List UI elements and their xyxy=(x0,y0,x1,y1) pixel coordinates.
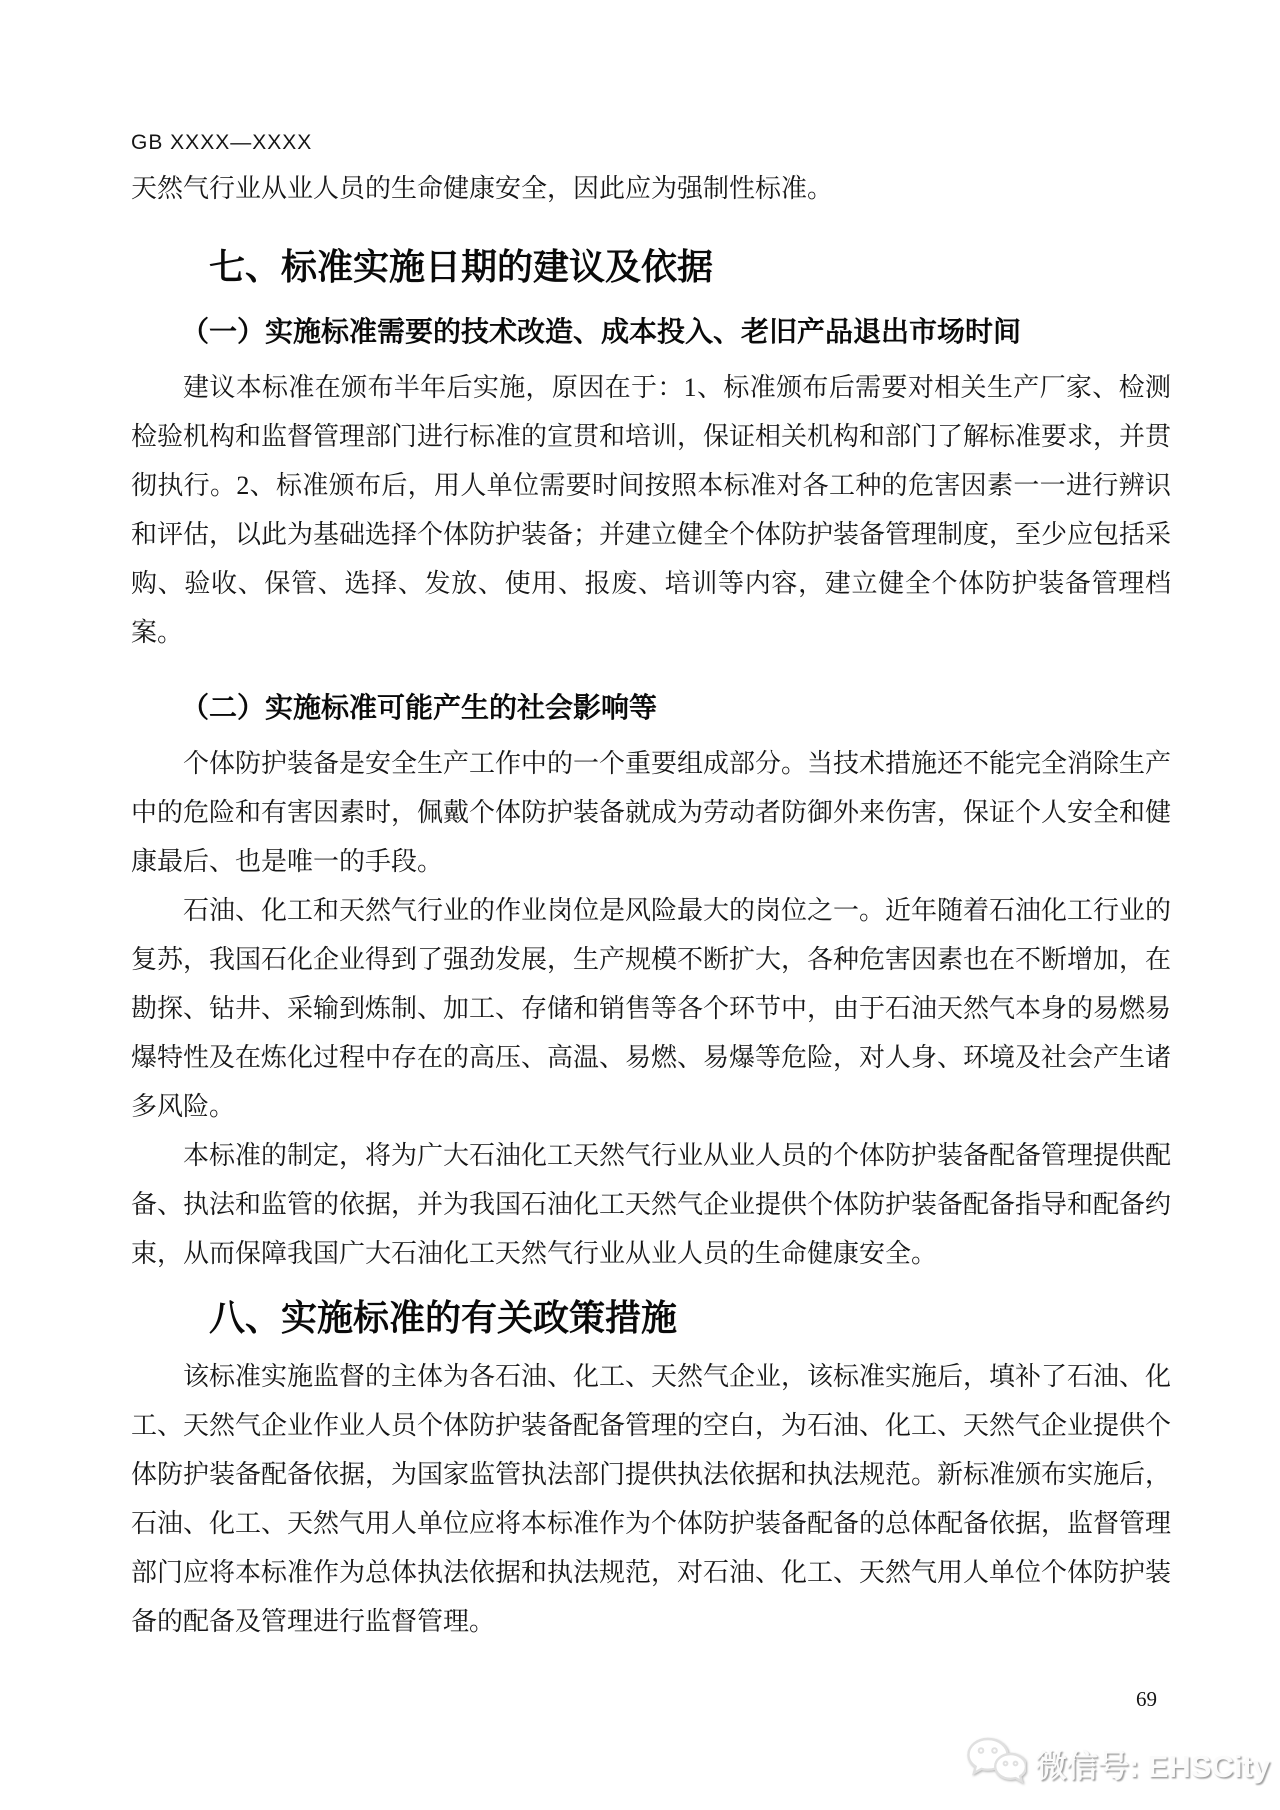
watermark-label: 微信号: EHSCity xyxy=(1035,1748,1270,1784)
paragraph-social-impact-3: 本标准的制定，将为广大石油化工天然气行业从业人员的个体防护装备配备管理提供配备、执法和监管的依据，并为我国石油化工天然气企业提供个体防护装备配备指导和配备约束，从而保障我国广大石油化工天然气行业从业人员的生命健康安全。 xyxy=(131,1141,1172,1268)
standard-code-header: GB XXXX—XXXX xyxy=(131,131,313,154)
subsection-two-title: （二）实施标准可能产生的社会影响等 xyxy=(181,692,658,723)
wechat-icon xyxy=(966,1736,1026,1790)
paragraph-implementation-date: 建议本标准在颁布半年后实施，原因在于：1、标准颁布后需要对相关生产厂家、检测检验机构和监督管理部门进行标准的宣贯和培训，保证相关机构和部门了解标准要求，并贯彻执行。2、标准颁布后，用人单位需要时间按照本标准对各工种的危害因素一一进行辨识和评估，以此为基础选择个体防护装备；并建立健全个体防护装备管理制度，至少应包括采购、验收、保管、选择、发放、使用、报废、培训等内容，建立健全个体防护装备管理档案。 xyxy=(131,373,1172,647)
section-seven-title: 七、标准实施日期的建议及依据 xyxy=(209,246,714,287)
paragraph-social-impact-2: 石油、化工和天然气行业的作业岗位是风险最大的岗位之一。近年随着石油化工行业的复苏，我国石化企业得到了强劲发展，生产规模不断扩大，各种危害因素也在不断增加，在勘探、钻井、采输到炼制、加工、存储和销售等各个环节中，由于石油天然气本身的易燃易爆特性及在炼化过程中存在的高压、高温、易燃、易爆等危险，对人身、环境及社会产生诸多风险。 xyxy=(131,896,1172,1121)
section-eight-title: 八、实施标准的有关政策措施 xyxy=(209,1297,678,1338)
ehscity-watermark xyxy=(966,1736,1270,1790)
paragraph-policy-measures: 该标准实施监督的主体为各石油、化工、天然气企业，该标准实施后，填补了石油、化工、天然气企业作业人员个体防护装备配备管理的空白，为石油、化工、天然气企业提供个体防护装备配备依据，为国家监管执法部门提供执法依据和执法规范。新标准颁布实施后，石油、化工、天然气用人单位应将本标准作为个体防护装备配备的总体配备依据，监督管理部门应将本标准作为总体执法依据和执法规范，对石油、化工、天然气用人单位个体防护装备的配备及管理进行监督管理。 xyxy=(131,1362,1172,1636)
paragraph-social-impact-1: 个体防护装备是安全生产工作中的一个重要组成部分。当技术措施还不能完全消除生产中的危险和有害因素时，佩戴个体防护装备就成为劳动者防御外来伤害，保证个人安全和健康最后、也是唯一的手段。 xyxy=(131,749,1172,876)
page-content xyxy=(131,0,1171,1712)
intro-continuation-line: 天然气行业从业人员的生命健康安全，因此应为强制性标准。 xyxy=(131,174,834,203)
page-number: 69 xyxy=(1136,1687,1157,1711)
subsection-one-title: （一）实施标准需要的技术改造、成本投入、老旧产品退出市场时间 xyxy=(181,316,1022,347)
